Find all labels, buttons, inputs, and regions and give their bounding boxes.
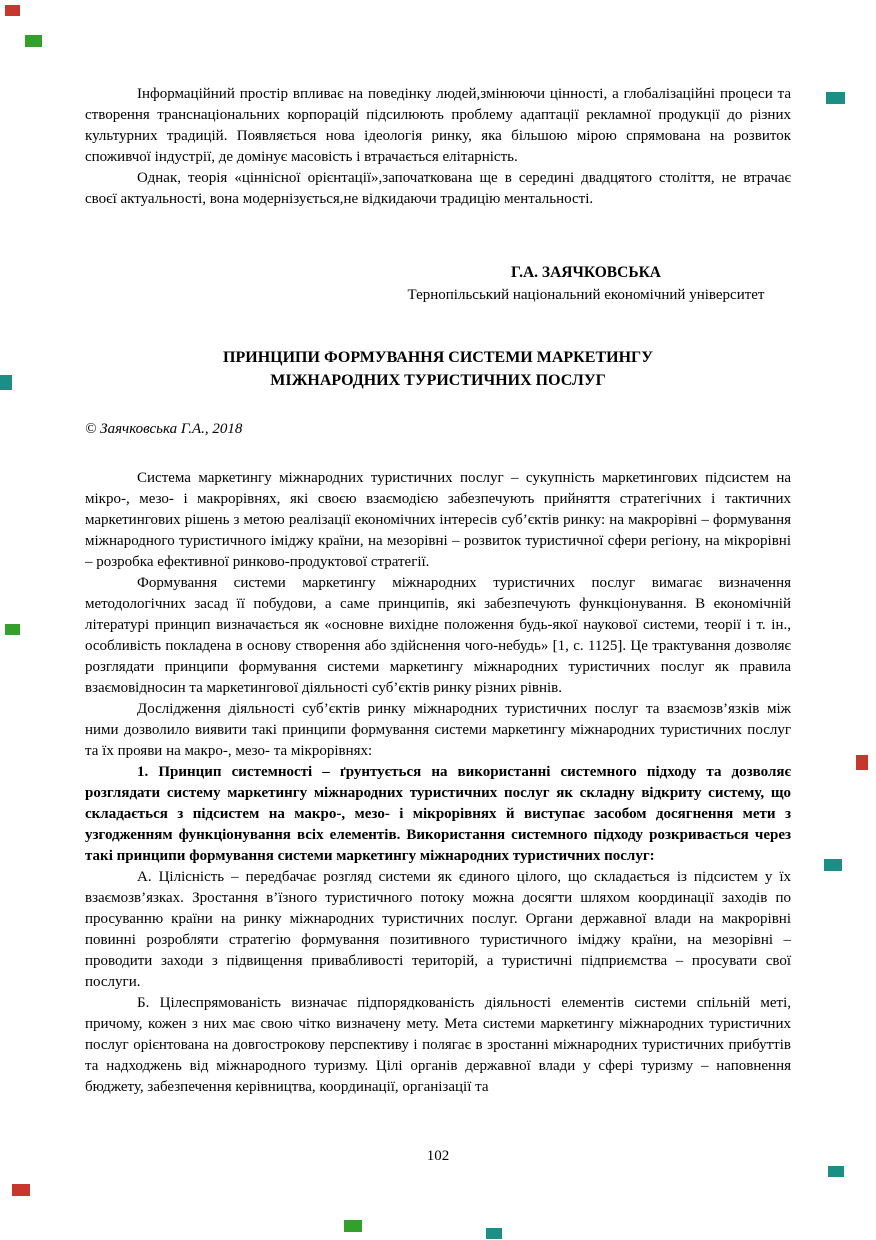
article-body bbox=[85, 468, 791, 1098]
annotation-marker bbox=[826, 92, 845, 104]
annotation-marker bbox=[344, 1220, 362, 1232]
annotation-marker bbox=[5, 624, 20, 635]
copyright-line: © Заячковська Г.А., 2018 bbox=[85, 421, 243, 437]
page-number: 102 bbox=[426, 1148, 450, 1164]
annotation-marker bbox=[0, 375, 12, 390]
article-title-line2: МІЖНАРОДНИХ ТУРИСТИЧНИХ ПОСЛУГ bbox=[270, 372, 606, 389]
previous-article-tail bbox=[85, 84, 791, 210]
annotation-marker bbox=[5, 5, 20, 16]
author-affiliation: Тернопільський національний економічний університет bbox=[407, 287, 765, 303]
paragraph: Інформаційний простір впливає на поведінку людей,змінюючи цінності, а глобалізаційні процеси та створення транснаціональних корпорацій підсилюють проблему адаптації рекламної продукції до різних культурних традицій. Появляється нова ідеологія ринку, яка більшою мірою спрямована на розвиток споживчої індустрії, де домінує масовість і втрачається елітарність. bbox=[85, 86, 791, 165]
paragraph: Формування системи маркетингу міжнародних туристичних послуг вимагає визначення методологічних засад її побудови, а саме принципів, які забезпечують функціонування. В економічній літературі принцип визначається як «основне вихідне положення будь-якої наукової системи, теорії і т. ін., особливість покладена в основу створення або здійснення чого-небудь» [1, с. 1125]. Це трактування дозволяє розглядати принципи формування системи маркетингу міжнародних туристичних послуг як правила взаємовідносин та маркетингової діяльності суб’єктів ринку різних рівнів. bbox=[85, 575, 791, 696]
paragraph: Дослідження діяльності суб’єктів ринку міжнародних туристичних послуг та взаємозв’язків між ними дозволило виявити такі принципи формування системи маркетингу міжнародних туристичних послуг та їх прояви на макро-, мезо- та мікрорівнях: bbox=[85, 701, 791, 759]
annotation-marker bbox=[12, 1184, 30, 1196]
paragraph: Однак, теорія «ціннісної орієнтації»,започаткована ще в середині двадцятого століття, не втрачає своєї актуальності, вона модернізується,не відкидаючи традицію ментальності. bbox=[85, 170, 791, 207]
author-block bbox=[371, 262, 801, 306]
paragraph: Система маркетингу міжнародних туристичних послуг – сукупність маркетингових підсистем на мікро-, мезо- і макрорівнях, які своєю взаємодією забезпечують прийняття стратегічних і тактичних маркетингових рішень з метою реалізації економічних інтересів суб’єктів ринку: на макрорівні – формування міжнародного туристичного іміджу країни, на мезорівні – розвиток туристичної сфери регіону, на мікрорівні – розробка ефективної ринково-продуктової стратегії. bbox=[85, 470, 791, 570]
annotation-marker bbox=[824, 859, 842, 871]
annotation-marker bbox=[828, 1166, 844, 1177]
paragraph: А. Цілісність – передбачає розгляд системи як єдиного цілого, що складається із підсистем у їх взаємозв’язках. Зростання в’їзного туристичного потоку можна досягти шляхом координації заходів по просуванню країни на ринку міжнародних туристичних послуг. Органи державної влади на макрорівні повинні розробляти стратегію формування позитивного туристичного іміджу країни, на мезорівні – проводити заходи з підвищення привабливості територій, а туристичні підприємства – просувати свої послуги. bbox=[85, 869, 791, 990]
paragraph: 1. Принцип системності – ґрунтується на використанні системного підходу та дозволяє розглядати систему маркетингу міжнародних туристичних послуг як складну відкриту систему, що складається з підсистем на макро-, мезо- і мікрорівнях й виступає засобом досягнення мети з узгодженням функціонування всіх елементів. Використання системного підходу розкривається через такі принципи формування системи маркетингу міжнародних туристичних послуг: bbox=[85, 764, 791, 864]
page-content bbox=[85, 84, 791, 1098]
paragraph: Б. Цілеспрямованість визначає підпорядкованість діяльності елементів системи спільній меті, причому, кожен з них має свою чітко визначену мету. Мета системи маркетингу міжнародних туристичних послуг орієнтована на довгострокову перспективу і полягає в зростанні міжнародних туристичних прибуттів та надходжень від міжнародного туризму. Цілі органів державної влади у сфері туризму – наповнення бюджету, забезпечення керівництва, координації, організації та bbox=[85, 995, 791, 1095]
article-title-line1: ПРИНЦИПИ ФОРМУВАННЯ СИСТЕМИ МАРКЕТИНГУ bbox=[223, 349, 653, 366]
author-name: Г.А. ЗАЯЧКОВСЬКА bbox=[511, 264, 661, 281]
annotation-marker bbox=[856, 755, 868, 770]
article-title bbox=[85, 346, 791, 392]
annotation-marker bbox=[25, 35, 42, 47]
annotation-marker bbox=[486, 1228, 502, 1239]
